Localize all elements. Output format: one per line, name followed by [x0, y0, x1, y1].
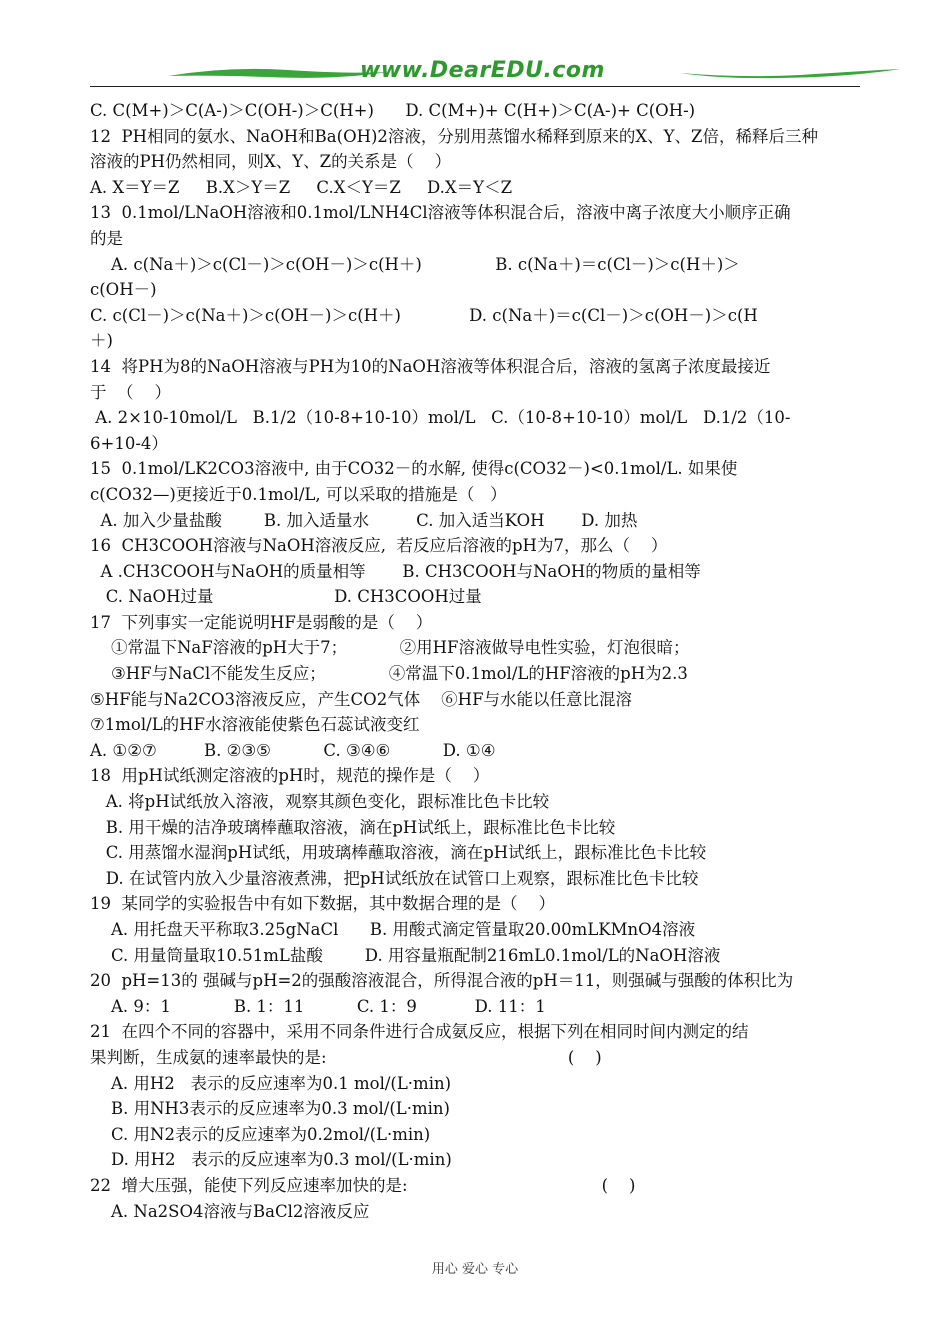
text-line: C. 用N2表示的反应速率为0.2mol/(L·min) — [90, 1124, 431, 1144]
text-line: D. 用H2 表示的反应速率为0.3 mol/(L·min) — [90, 1150, 452, 1170]
text-line: 20 pH=13的 强碱与pH=2的强酸溶液混合，所得混合液的pH＝11，则强碱与强酸的体积比为 — [90, 971, 794, 991]
document-body — [90, 98, 862, 1224]
text-line: ①常温下NaF溶液的pH大于7； ②用HF溶液做导电性实验，灯泡很暗； — [90, 638, 690, 658]
text-line: ＋) — [90, 331, 113, 351]
text-line: 果判断，生成氨的速率最快的是: ( ) — [90, 1047, 602, 1067]
text-line: 15 0.1mol/LK2CO3溶液中, 由于CO32－的水解, 使得c(CO32－)<0.1mol/L. 如果使 — [90, 459, 738, 479]
page-header — [90, 56, 860, 94]
text-line: A. c(Na＋)＞c(Cl－)＞c(OH－)＞c(H＋) B. c(Na＋)＝c(Cl－)＞c(H＋)＞ — [90, 254, 740, 274]
text-line: ③HF与NaCl不能发生反应； ④常温下0.1mol/L的HF溶液的pH为2.3 — [90, 664, 688, 684]
text-line: 18 用pH试纸测定溶液的pH时，规范的操作是（ ） — [90, 766, 490, 786]
text-line: B. 用干燥的洁净玻璃棒蘸取溶液，滴在pH试纸上，跟标准比色卡比较 — [90, 817, 616, 837]
page-footer: 用心 爱心 专心 — [431, 1262, 519, 1277]
text-line: A. 用H2 表示的反应速率为0.1 mol/(L·min) — [90, 1073, 452, 1093]
swoosh-decoration-right — [680, 66, 900, 80]
text-line: A. ①②⑦ B. ②③⑤ C. ③④⑥ D. ①④ — [90, 740, 496, 760]
text-line: A. 加入少量盐酸 B. 加入适量水 C. 加入适当KOH D. 加热 — [90, 510, 638, 530]
text-line: A .CH3COOH与NaOH的质量相等 B. CH3COOH与NaOH的物质的量相等 — [90, 561, 701, 581]
header-rule — [90, 86, 860, 87]
text-line: A. X＝Y＝Z B.X＞Y＝Z C.X＜Y＝Z D.X＝Y＜Z — [90, 177, 513, 197]
text-line: 12 PH相同的氨水、NaOH和Ba(OH)2溶液，分别用蒸馏水稀释到原来的X、Y、Z倍，稀释后三种 — [90, 126, 819, 146]
text-line: c(OH－) — [90, 280, 157, 300]
swoosh-decoration-left — [168, 66, 388, 80]
text-line: 13 0.1mol/LNaOH溶液和0.1mol/LNH4Cl溶液等体积混合后，溶液中离子浓度大小顺序正确 — [90, 203, 791, 223]
text-line: B. 用NH3表示的反应速率为0.3 mol/(L·min) — [90, 1099, 450, 1119]
site-logo: www.DearEDU.com — [360, 58, 605, 83]
text-line: C. 用蒸馏水湿润pH试纸，用玻璃棒蘸取溶液，滴在pH试纸上，跟标准比色卡比较 — [90, 843, 707, 863]
text-line: 溶液的PH仍然相同，则X、Y、Z的关系是（ ） — [90, 152, 452, 172]
text-line: 16 CH3COOH溶液与NaOH溶液反应, 若反应后溶液的pH为7，那么（ ） — [90, 536, 668, 556]
text-line: 17 下列事实一定能说明HF是弱酸的是（ ） — [90, 612, 433, 632]
text-line: ⑤HF能与Na2CO3溶液反应，产生CO2气体 ⑥HF与水能以任意比混溶 — [90, 689, 633, 709]
text-line: C. C(M+)＞C(A-)＞C(OH-)＞C(H+) D. C(M+)+ C(H+)＞C(A-)+ C(OH-) — [90, 101, 696, 120]
text-line: 于 （ ） — [90, 382, 171, 402]
text-line: c(CO32—)更接近于0.1mol/L, 可以采取的措施是（ ） — [90, 484, 507, 504]
text-line: D. 在试管内放入少量溶液煮沸，把pH试纸放在试管口上观察，跟标准比色卡比较 — [90, 868, 699, 888]
text-line: 的是 — [90, 228, 123, 248]
text-line: ⑦1mol/L的HF水溶液能使紫色石蕊试液变红 — [90, 715, 420, 735]
text-line: A. 用托盘天平称取3.25gNaCl B. 用酸式滴定管量取20.00mLKMnO4溶液 — [90, 920, 696, 939]
text-line: C. NaOH过量 D. CH3COOH过量 — [90, 587, 482, 607]
text-line: 21 在四个不同的容器中，采用不同条件进行合成氨反应，根据下列在相同时间内测定的结 — [90, 1022, 749, 1042]
text-line: 19 某同学的实验报告中有如下数据，其中数据合理的是（ ） — [90, 894, 555, 914]
text-line: 14 将PH为8的NaOH溶液与PH为10的NaOH溶液等体积混合后，溶液的氢离子浓度最接近 — [90, 356, 771, 376]
text-line: C. c(Cl－)＞c(Na＋)＞c(OH－)＞c(H＋) D. c(Na＋)＝c(Cl－)＞c(OH－)＞c(H — [90, 305, 758, 325]
text-line: A. 9：1 B. 1：11 C. 1：9 D. 11：1 — [90, 996, 546, 1016]
text-line: 6+10-4） — [90, 433, 168, 453]
text-line: A. 将pH试纸放入溶液，观察其颜色变化，跟标准比色卡比较 — [90, 792, 550, 812]
text-line: 22 增大压强，能使下列反应速率加快的是: ( ) — [90, 1175, 636, 1195]
text-line: C. 用量筒量取10.51mL盐酸 D. 用容量瓶配制216mL0.1mol/L的NaOH溶液 — [90, 945, 721, 965]
text-line: A. Na2SO4溶液与BaCl2溶液反应 — [90, 1201, 370, 1221]
text-line: A. 2×10-10mol/L B.1/2（10-8+10-10）mol/L C.（10-8+10-10）mol/L D.1/2（10- — [90, 408, 791, 428]
